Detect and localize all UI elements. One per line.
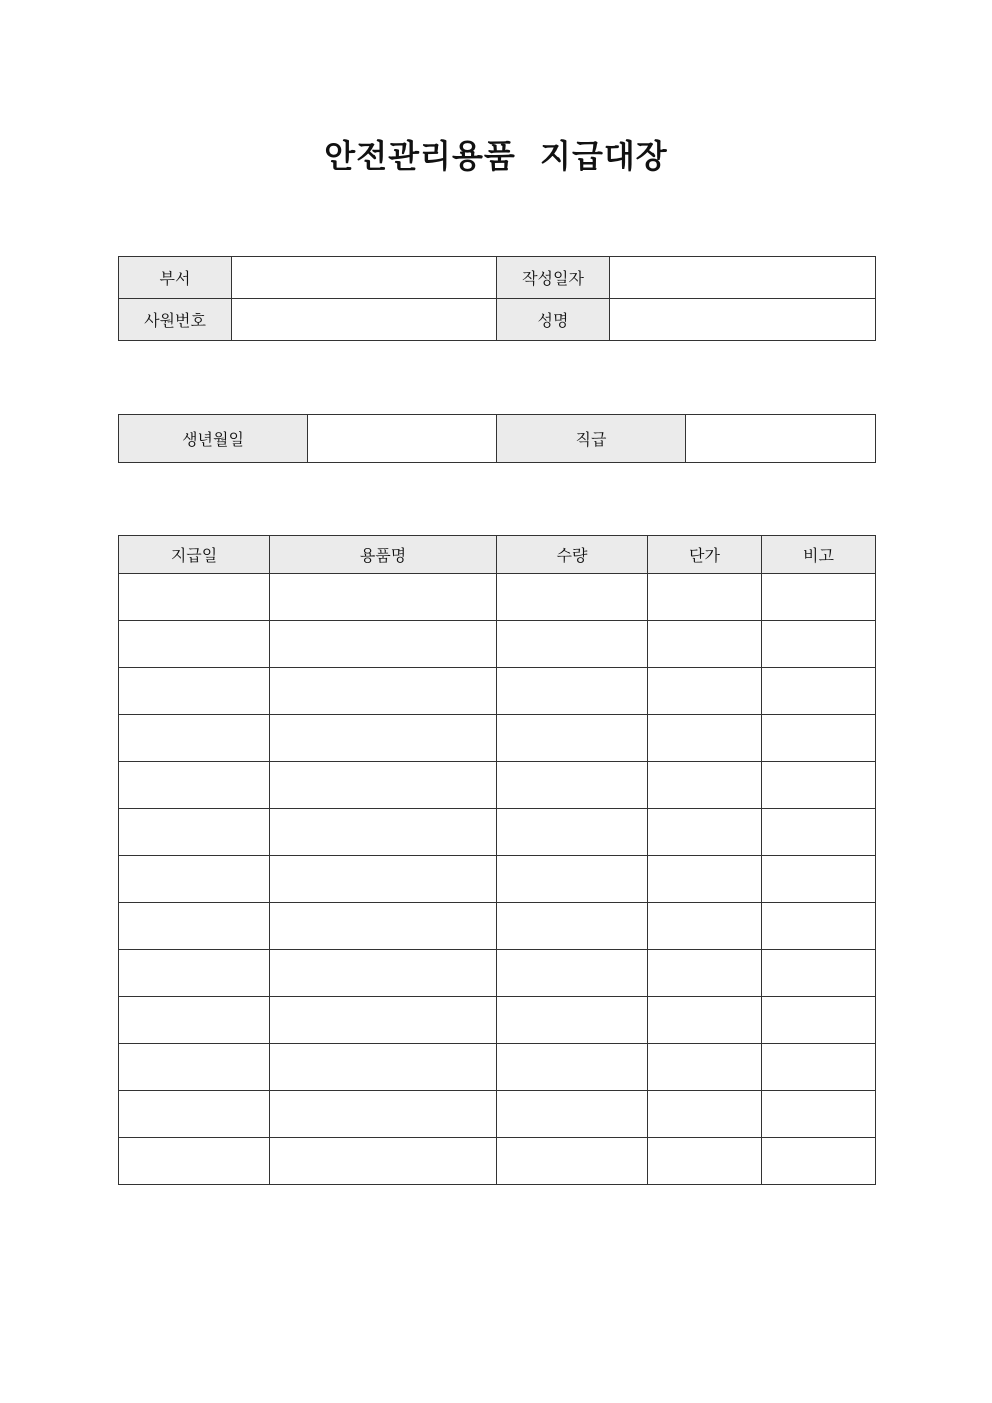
date-cell[interactable]: [119, 809, 270, 856]
date-cell[interactable]: [119, 1044, 270, 1091]
item-name-cell[interactable]: [270, 1091, 497, 1138]
table-row: [119, 762, 876, 809]
remarks-cell[interactable]: [762, 809, 876, 856]
quantity-cell[interactable]: [497, 809, 648, 856]
header-quantity: 수량: [497, 536, 648, 574]
unit-price-cell[interactable]: [648, 715, 762, 762]
department-label: 부서: [119, 257, 232, 299]
employee-no-label: 사원번호: [119, 299, 232, 341]
item-name-cell[interactable]: [270, 950, 497, 997]
supply-records-table: [118, 535, 876, 1185]
unit-price-cell[interactable]: [648, 903, 762, 950]
item-name-cell[interactable]: [270, 762, 497, 809]
table-row: [119, 1138, 876, 1185]
unit-price-cell[interactable]: [648, 1044, 762, 1091]
quantity-cell[interactable]: [497, 856, 648, 903]
employee-info-table: [118, 256, 876, 341]
unit-price-cell[interactable]: [648, 856, 762, 903]
position-field[interactable]: [686, 415, 876, 463]
date-cell[interactable]: [119, 1091, 270, 1138]
quantity-cell[interactable]: [497, 621, 648, 668]
quantity-cell[interactable]: [497, 574, 648, 621]
table-row: [119, 1091, 876, 1138]
date-label: 작성일자: [497, 257, 610, 299]
date-cell[interactable]: [119, 762, 270, 809]
item-name-cell[interactable]: [270, 856, 497, 903]
item-name-cell[interactable]: [270, 668, 497, 715]
remarks-cell[interactable]: [762, 668, 876, 715]
info-row-2: [119, 299, 876, 341]
quantity-cell[interactable]: [497, 1138, 648, 1185]
table-row: [119, 668, 876, 715]
item-name-cell[interactable]: [270, 574, 497, 621]
header-date: 지급일: [119, 536, 270, 574]
remarks-cell[interactable]: [762, 997, 876, 1044]
remarks-cell[interactable]: [762, 903, 876, 950]
unit-price-cell[interactable]: [648, 574, 762, 621]
remarks-cell[interactable]: [762, 621, 876, 668]
position-label: 직급: [497, 415, 686, 463]
quantity-cell[interactable]: [497, 950, 648, 997]
date-cell[interactable]: [119, 1138, 270, 1185]
remarks-cell[interactable]: [762, 1091, 876, 1138]
page-title: 안전관리용품 지급대장: [324, 137, 668, 175]
date-cell[interactable]: [119, 950, 270, 997]
birth-label: 생년월일: [119, 415, 308, 463]
name-label: 성명: [497, 299, 610, 341]
unit-price-cell[interactable]: [648, 950, 762, 997]
table-row: [119, 1044, 876, 1091]
item-name-cell[interactable]: [270, 621, 497, 668]
header-item-name: 용품명: [270, 536, 497, 574]
table-row: [119, 809, 876, 856]
remarks-cell[interactable]: [762, 1138, 876, 1185]
remarks-cell[interactable]: [762, 856, 876, 903]
quantity-cell[interactable]: [497, 715, 648, 762]
records-body: [119, 574, 876, 1185]
item-name-cell[interactable]: [270, 1138, 497, 1185]
date-cell[interactable]: [119, 856, 270, 903]
unit-price-cell[interactable]: [648, 668, 762, 715]
unit-price-cell[interactable]: [648, 1138, 762, 1185]
remarks-cell[interactable]: [762, 762, 876, 809]
unit-price-cell[interactable]: [648, 1091, 762, 1138]
quantity-cell[interactable]: [497, 668, 648, 715]
item-name-cell[interactable]: [270, 715, 497, 762]
date-cell[interactable]: [119, 903, 270, 950]
quantity-cell[interactable]: [497, 1044, 648, 1091]
info2-row: [119, 415, 876, 463]
table-row: [119, 856, 876, 903]
table-row: [119, 621, 876, 668]
unit-price-cell[interactable]: [648, 762, 762, 809]
item-name-cell[interactable]: [270, 1044, 497, 1091]
date-cell[interactable]: [119, 997, 270, 1044]
table-row: [119, 950, 876, 997]
quantity-cell[interactable]: [497, 997, 648, 1044]
quantity-cell[interactable]: [497, 762, 648, 809]
date-cell[interactable]: [119, 668, 270, 715]
date-field[interactable]: [610, 257, 876, 299]
unit-price-cell[interactable]: [648, 621, 762, 668]
item-name-cell[interactable]: [270, 903, 497, 950]
date-cell[interactable]: [119, 574, 270, 621]
records-header-row: [119, 536, 876, 574]
birth-position-table: [118, 414, 876, 463]
item-name-cell[interactable]: [270, 997, 497, 1044]
table-row: [119, 715, 876, 762]
remarks-cell[interactable]: [762, 1044, 876, 1091]
quantity-cell[interactable]: [497, 903, 648, 950]
remarks-cell[interactable]: [762, 574, 876, 621]
unit-price-cell[interactable]: [648, 809, 762, 856]
birth-field[interactable]: [308, 415, 497, 463]
header-unit-price: 단가: [648, 536, 762, 574]
name-field[interactable]: [610, 299, 876, 341]
date-cell[interactable]: [119, 621, 270, 668]
remarks-cell[interactable]: [762, 950, 876, 997]
item-name-cell[interactable]: [270, 809, 497, 856]
quantity-cell[interactable]: [497, 1091, 648, 1138]
header-remarks: 비고: [762, 536, 876, 574]
table-row: [119, 574, 876, 621]
remarks-cell[interactable]: [762, 715, 876, 762]
table-row: [119, 903, 876, 950]
date-cell[interactable]: [119, 715, 270, 762]
employee-no-field[interactable]: [232, 299, 497, 341]
info-row-1: [119, 257, 876, 299]
unit-price-cell[interactable]: [648, 997, 762, 1044]
table-row: [119, 997, 876, 1044]
department-field[interactable]: [232, 257, 497, 299]
